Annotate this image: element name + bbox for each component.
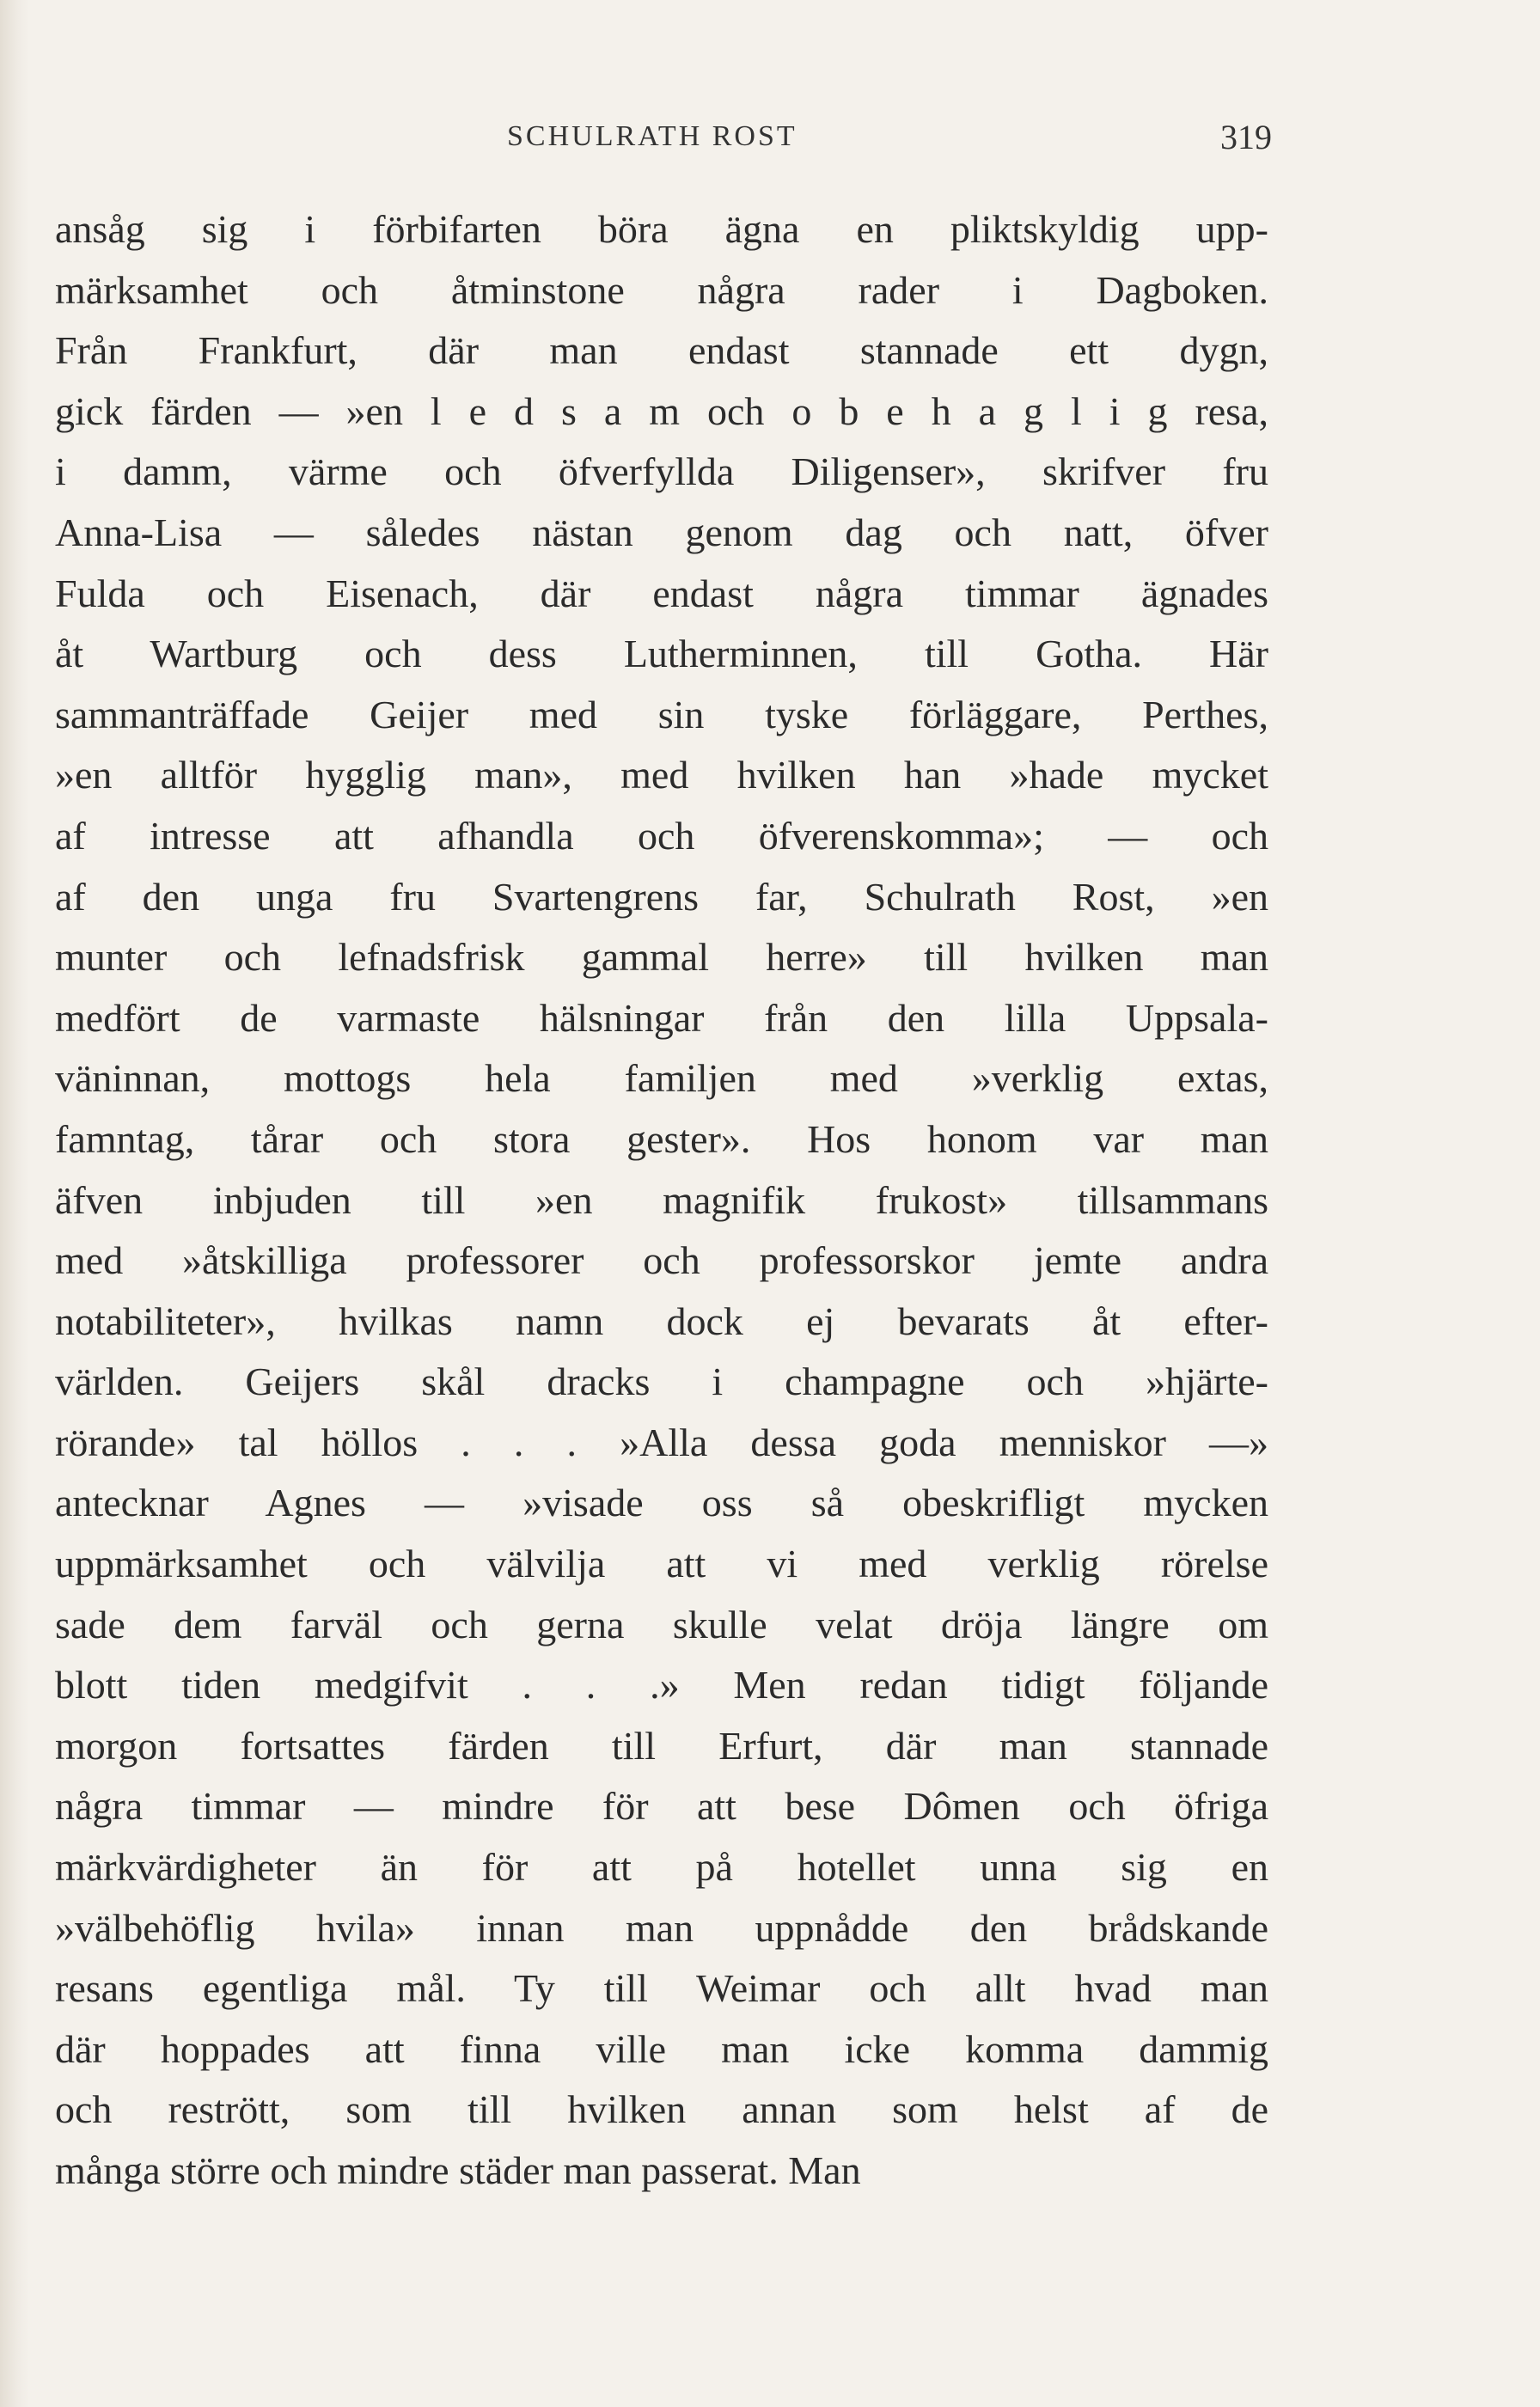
- text-line: medfört de varmaste hälsningar från den lilla Uppsala-: [55, 995, 1268, 1040]
- text-line: rörande» tal höllos . . . »Alla dessa goda menniskor —»: [55, 1420, 1268, 1464]
- text-line: »välbehöflig hvila» innan man uppnådde den brådskande: [55, 1905, 1268, 1950]
- text-line: morgon fortsattes färden till Erfurt, där man stannade: [55, 1723, 1268, 1768]
- text-line: märksamhet och åtminstone några rader i Dagboken.: [55, 267, 1268, 312]
- text-line: äfven inbjuden till »en magnifik frukost» tillsammans: [55, 1177, 1268, 1222]
- text-line: med »åtskilliga professorer och professorskor jemte andra: [55, 1238, 1268, 1283]
- page-number: 319: [1220, 118, 1272, 156]
- text-line: uppmärksamhet och välvilja att vi med verklig rörelse: [55, 1542, 1268, 1586]
- text-line: många större och mindre städer man passerat. Man: [55, 2148, 861, 2192]
- text-line: där hoppades att finna ville man icke komma dammig: [55, 2026, 1268, 2071]
- page-gutter-shadow: [0, 0, 29, 2407]
- text-line: af intresse att afhandla och öfverenskomma»; — och: [55, 813, 1268, 858]
- running-head: [0, 120, 1540, 163]
- text-line: munter och lefnadsfrisk gammal herre» till hvilken man: [55, 935, 1268, 980]
- text-line: några timmar — mindre för att bese Dômen och öfriga: [55, 1784, 1268, 1829]
- text-line: sammanträffade Geijer med sin tyske förläggare, Perthes,: [55, 692, 1268, 736]
- text-line: ansåg sig i förbifarten böra ägna en pliktskyldig upp-: [55, 207, 1268, 251]
- text-line: famntag, tårar och stora gester». Hos honom var man: [55, 1116, 1268, 1161]
- body-text: [55, 199, 1268, 2202]
- text-line: gick färden — »en l e d s a m och o b e h a g l i g resa,: [55, 388, 1268, 433]
- text-line: antecknar Agnes — »visade oss så obeskrifligt mycken: [55, 1481, 1268, 1525]
- text-line: Fulda och Eisenach, där endast några timmar ägnades: [55, 571, 1268, 615]
- text-line: sade dem farväl och gerna skulle velat dröja längre om: [55, 1602, 1268, 1646]
- text-line: blott tiden medgifvit . . .» Men redan tidigt följande: [55, 1663, 1268, 1708]
- text-line: Anna-Lisa — således nästan genom dag och natt, öfver: [55, 510, 1268, 554]
- text-line: märkvärdigheter än för att på hotellet unna sig en: [55, 1845, 1268, 1890]
- text-line: resans egentliga mål. Ty till Weimar och allt hvad man: [55, 1966, 1268, 2011]
- text-line: världen. Geijers skål dracks i champagne och »hjärte-: [55, 1359, 1268, 1404]
- text-line: väninnan, mottogs hela familjen med »verklig extas,: [55, 1056, 1268, 1101]
- text-line: notabiliteter», hvilkas namn dock ej bevarats åt efter-: [55, 1298, 1268, 1343]
- text-line: och restrött, som till hvilken annan som helst af de: [55, 2087, 1268, 2132]
- text-line: »en alltför hygglig man», med hvilken han »hade mycket: [55, 753, 1268, 797]
- running-title: SCHULRATH ROST: [507, 120, 798, 152]
- text-line: af den unga fru Svartengrens far, Schulrath Rost, »en: [55, 874, 1268, 919]
- text-line: i damm, värme och öfverfyllda Diligenser», skrifver fru: [55, 449, 1268, 494]
- text-line: Från Frankfurt, där man endast stannade ett dygn,: [55, 328, 1268, 373]
- text-line: åt Wartburg och dess Lutherminnen, till Gotha. Här: [55, 632, 1268, 676]
